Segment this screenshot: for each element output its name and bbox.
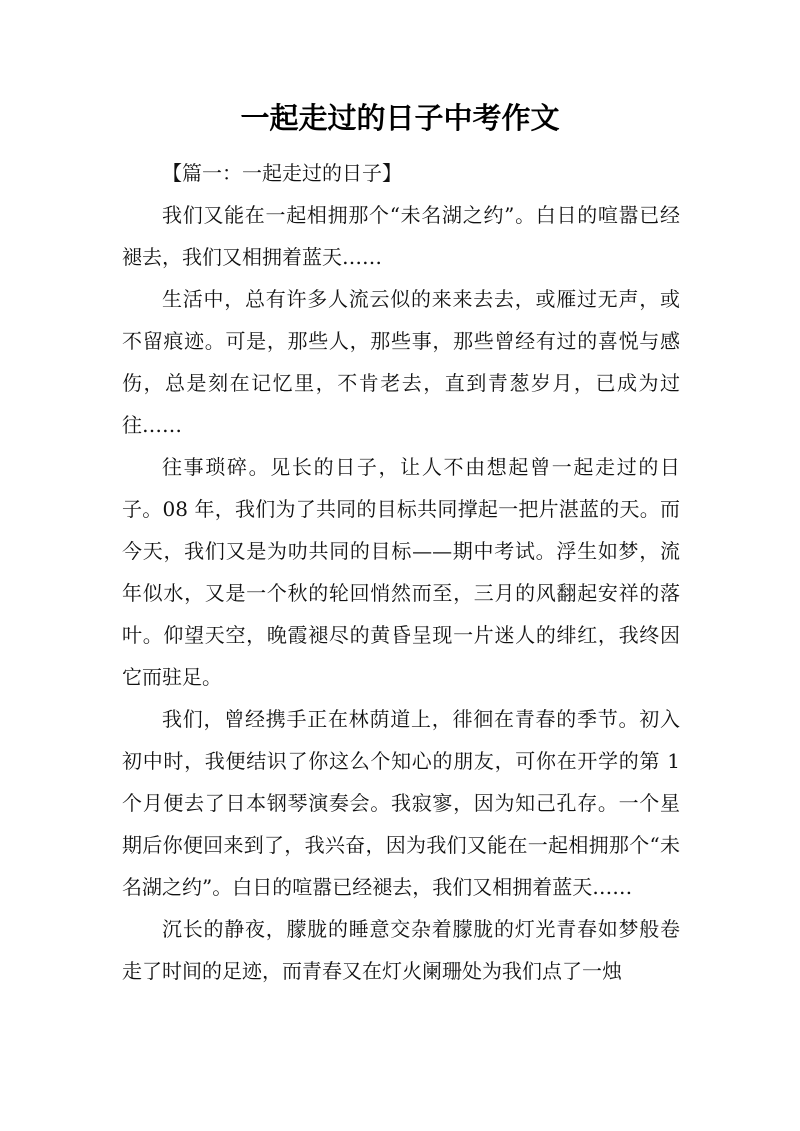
document-body [122,152,680,992]
document-title: 一起走过的日子中考作文 [240,101,560,135]
paragraph-3: 往事琐碎。见长的日子，让人不由想起曾一起走过的日子。08 年，我们为了共同的目标共同撑起一把片湛蓝的天。而今天，我们又是为叻共同的目标——期中考试。浮生如梦，流年似水，又是一个秋的轮回悄然而至，三月的风翻起安祥的落叶。仰望天空，晚霞褪尽的黄昏呈现一片迷人的绯红，我终因它而驻足。 [122,455,680,689]
paragraph-5: 沉长的静夜，朦胧的睡意交杂着朦胧的灯光青春如梦般卷走了时间的足迹，而青春又在灯火阑珊处为我们点了一烛 [122,917,680,983]
section-heading: 【篇一：一起走过的日子】 [162,161,402,185]
paragraph-2: 生活中，总有许多人流云似的来来去去，或雁过无声，或不留痕迹。可是，那些人，那些事，那些曾经有过的喜悦与感伤，总是刻在记忆里，不肯老去，直到青葱岁月，已成为过往…… [122,287,680,437]
paragraph-1: 我们又能在一起相拥那个“未名湖之约”。白日的喧嚣已经褪去，我们又相拥着蓝天…… [122,203,680,269]
paragraph-4: 我们，曾经携手正在林荫道上，徘徊在青春的季节。初入初中时，我便结识了你这么个知心的朋友，可你在开学的第 1 个月便去了日本钢琴演奏会。我寂寥，因为知己孔存。一个星期后你便回来到了，我兴奋，因为我们又能在一起相拥那个“未名湖之约”。白日的喧嚣已经褪去，我们又相拥着蓝天…… [122,707,680,899]
